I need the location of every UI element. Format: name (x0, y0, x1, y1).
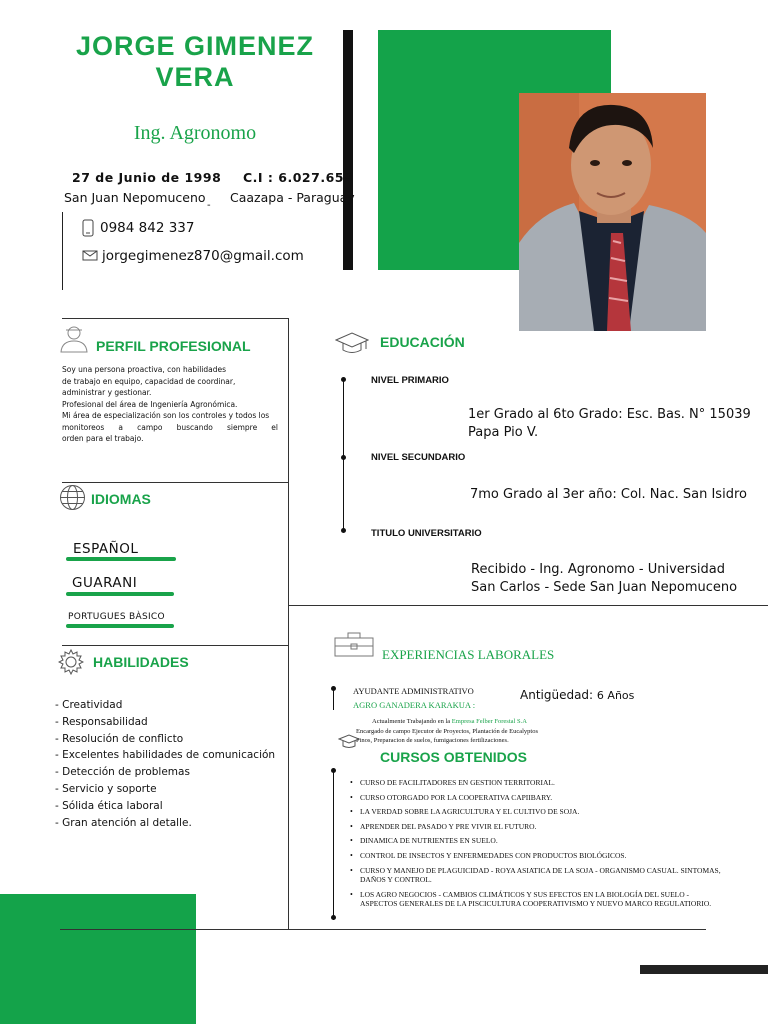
edu-level-title: NIVEL SECUNDARIO (371, 452, 466, 463)
courses-timeline (333, 770, 334, 920)
edu-detail-line: Papa Pio V. (468, 424, 539, 440)
contact-divider (62, 212, 63, 290)
language-spanish-bar (66, 557, 176, 561)
person-icon (58, 322, 90, 354)
edu-level-detail (471, 561, 737, 596)
perfil-line: orden para el trabajo. (62, 434, 144, 443)
professional-title: Ing. Agronomo (133, 122, 257, 144)
perfil-line: Profesional del área de Ingeniería Agronómica. (62, 399, 238, 409)
decorative-green-block-bottom (0, 894, 196, 1024)
idiomas-heading: IDIOMAS (91, 491, 151, 507)
seniority (520, 688, 634, 702)
course-text: CURSO DE FACILITADORES EN GESTION TERRITORIAL. (360, 778, 555, 787)
course-item: • CURSO OTORGADO POR LA COOPERATIVA CAPIIBARY. (350, 792, 553, 802)
timeline-dot (341, 455, 346, 460)
graduation-cap-icon (335, 332, 369, 356)
graduation-cap-icon (338, 734, 360, 750)
birth-date: 27 de Junio de 1998 (72, 170, 222, 185)
course-text: LA VERDAD SOBRE LA AGRICULTURA Y EL CULTIVO DE SOJA. (360, 807, 580, 817)
course-item: • CURSO Y MANEJO DE PLAGUICIDAD - ROYA ASIATICA DE LA SOJA - ORGANISMO CASUAL. SINTOMAS, DAÑOS Y CONTROL. (350, 866, 725, 885)
full-name (40, 32, 350, 94)
name-line-1: JORGE GIMENEZ (75, 31, 315, 61)
edu-level-title: TITULO UNIVERSITARIO (371, 528, 482, 539)
skill-item: - Servicio y soporte (55, 782, 157, 795)
course-item: • CURSO DE FACILITADORES EN GESTION TERRITORIAL. (350, 778, 555, 787)
skill-item: - Sólida ética laboral (55, 799, 163, 812)
divider-bottom (60, 929, 706, 930)
language-portuguese: PORTUGUES BÀSICO (68, 612, 165, 622)
skill-item: - Detección de problemas (55, 766, 190, 779)
seniority-label: Antigüedad: (520, 688, 594, 702)
location-separator: - (207, 200, 211, 211)
perfil-line: Mi área de especialización son los controles y todos los (62, 411, 270, 420)
divider-habilidades (62, 645, 288, 646)
briefcase-icon (334, 632, 374, 658)
phone-row (82, 219, 194, 237)
course-text: APRENDER DEL PASADO Y PRE VIVIR EL FUTURO. (360, 821, 537, 831)
course-item: • APRENDER DEL PASADO Y PRE VIVIR EL FUTURO. (350, 821, 537, 831)
location-city: San Juan Nepomuceno (64, 190, 206, 205)
skill-item: - Creatividad (55, 699, 123, 711)
skill-item: - Excelentes habilidades de comunicación (55, 749, 276, 762)
decorative-black-bar-bottom (640, 965, 768, 974)
email-row (82, 248, 304, 264)
language-guarani-bar (66, 592, 174, 596)
skills-list (55, 697, 275, 831)
phone-number: 0984 842 337 (100, 220, 195, 236)
timeline-dot (331, 686, 336, 691)
edu-detail-line: San Carlos - Sede San Juan Nepomuceno (471, 579, 738, 595)
language-guarani: GUARANI (72, 575, 138, 591)
edu-level-detail (468, 406, 751, 441)
divider-idiomas (62, 482, 288, 483)
perfil-line: de trabajo en equipo, capacidad de coordinar, (62, 376, 236, 386)
gear-icon (58, 649, 84, 675)
experience-role: AYUDANTE ADMINISTRATIVO (353, 686, 474, 696)
current-job-prefix: Actualmente Trabajando en la (372, 718, 451, 725)
course-text: CURSO Y MANEJO DE PLAGUICIDAD - ROYA ASIATICA DE LA SOJA - ORGANISMO CASUAL. SINTOMAS, DAÑOS Y CONTROL. (360, 865, 721, 885)
current-job-duties: Encargado de campo Ejecutor de Proyectos, Plantación de Eucalyptos (356, 728, 538, 735)
skill-item: - Resolución de conflicto (55, 732, 184, 745)
edu-detail-line: Recibido - Ing. Agronomo - Universidad (471, 562, 726, 577)
seniority-value: 6 Años (596, 689, 635, 702)
experience-timeline (333, 688, 334, 710)
perfil-line: Soy una persona proactiva, con habilidades (62, 365, 227, 374)
current-job-company: Empresa Felber Forestal S.A (451, 718, 527, 725)
location-region: Caazapa - Paraguay (230, 190, 355, 205)
divider-vertical-main (288, 318, 289, 930)
skill-item: - Responsabilidad (55, 715, 148, 728)
timeline-dot (341, 528, 346, 533)
educacion-heading: EDUCACIÓN (380, 334, 465, 350)
edu-detail-line: 7mo Grado al 3er año: Col. Nac. San Isidro (470, 487, 747, 502)
skill-item: - Gran atención al detalle. (55, 816, 192, 829)
course-item: • DINAMICA DE NUTRIENTES EN SUELO. (350, 836, 498, 846)
timeline-dot (331, 915, 336, 920)
current-job-line (372, 718, 527, 725)
perfil-line: administrar y gestionar. (62, 388, 152, 397)
course-text: CONTROL DE INSECTOS Y ENFERMEDADES CON PRODUCTOS BIOLÓGICOS. (360, 850, 627, 860)
course-item: • LOS AGRO NEGOCIOS - CAMBIOS CLIMÁTICOS Y SUS EFECTOS EN LA BIOLOGÍA DEL SUELO - ASPECTOS GENERALES DE LA PISCICULTURA COOPERATIVISMO Y NUEVO MARCO REGULATIORIO. (350, 890, 725, 909)
globe-icon (59, 484, 86, 511)
habilidades-heading: HABILIDADES (93, 654, 189, 670)
id-number: C.I : 6.027.659 (243, 170, 354, 185)
language-spanish: ESPAÑOL (73, 541, 139, 557)
cursos-heading: CURSOS OBTENIDOS (380, 749, 528, 765)
course-item: • CONTROL DE INSECTOS Y ENFERMEDADES CON PRODUCTOS BIOLÓGICOS. (350, 850, 627, 860)
divider-education-bottom (288, 605, 768, 606)
perfil-heading: PERFIL PROFESIONAL (96, 338, 251, 354)
courses-list (350, 778, 725, 914)
timeline-dot (341, 377, 346, 382)
mail-icon (82, 250, 98, 262)
profile-photo (519, 93, 706, 331)
experiencia-heading: EXPERIENCIAS LABORALES (382, 647, 555, 662)
edu-detail-line: 1er Grado al 6to Grado: Esc. Bas. N° 15039 (468, 407, 751, 422)
course-item: • LA VERDAD SOBRE LA AGRICULTURA Y EL CULTIVO DE SOJA. (350, 807, 580, 817)
edu-level-title: NIVEL PRIMARIO (371, 375, 449, 386)
perfil-text (62, 364, 278, 445)
course-text: CURSO OTORGADO POR LA COOPERATIVA CAPIIBARY. (360, 792, 553, 802)
language-portuguese-bar (66, 624, 174, 628)
course-text: LOS AGRO NEGOCIOS - CAMBIOS CLIMÁTICOS Y SUS EFECTOS EN LA BIOLOGÍA DEL SUELO - ASPECTOS GENERALES DE LA PISCICULTURA COOPERATIVISMO Y NUEVO MARCO REGULATIORIO. (360, 889, 712, 909)
edu-level-detail (470, 486, 747, 504)
divider-top-left (62, 318, 288, 319)
current-job-duties: Pinos, Preparacion de suelos, fumigaciones fertilizaciones. (356, 737, 509, 744)
email-address[interactable]: jorgegimenez870@gmail.com (102, 248, 304, 264)
name-line-2: VERA (155, 62, 235, 92)
phone-icon (82, 219, 94, 237)
experience-company: AGRO GANADERA KARAKUA : (353, 700, 476, 710)
course-text: DINAMICA DE NUTRIENTES EN SUELO. (360, 836, 498, 846)
timeline-dot (331, 768, 336, 773)
perfil-line: monitoreos a campo buscando siempre el (62, 422, 278, 432)
